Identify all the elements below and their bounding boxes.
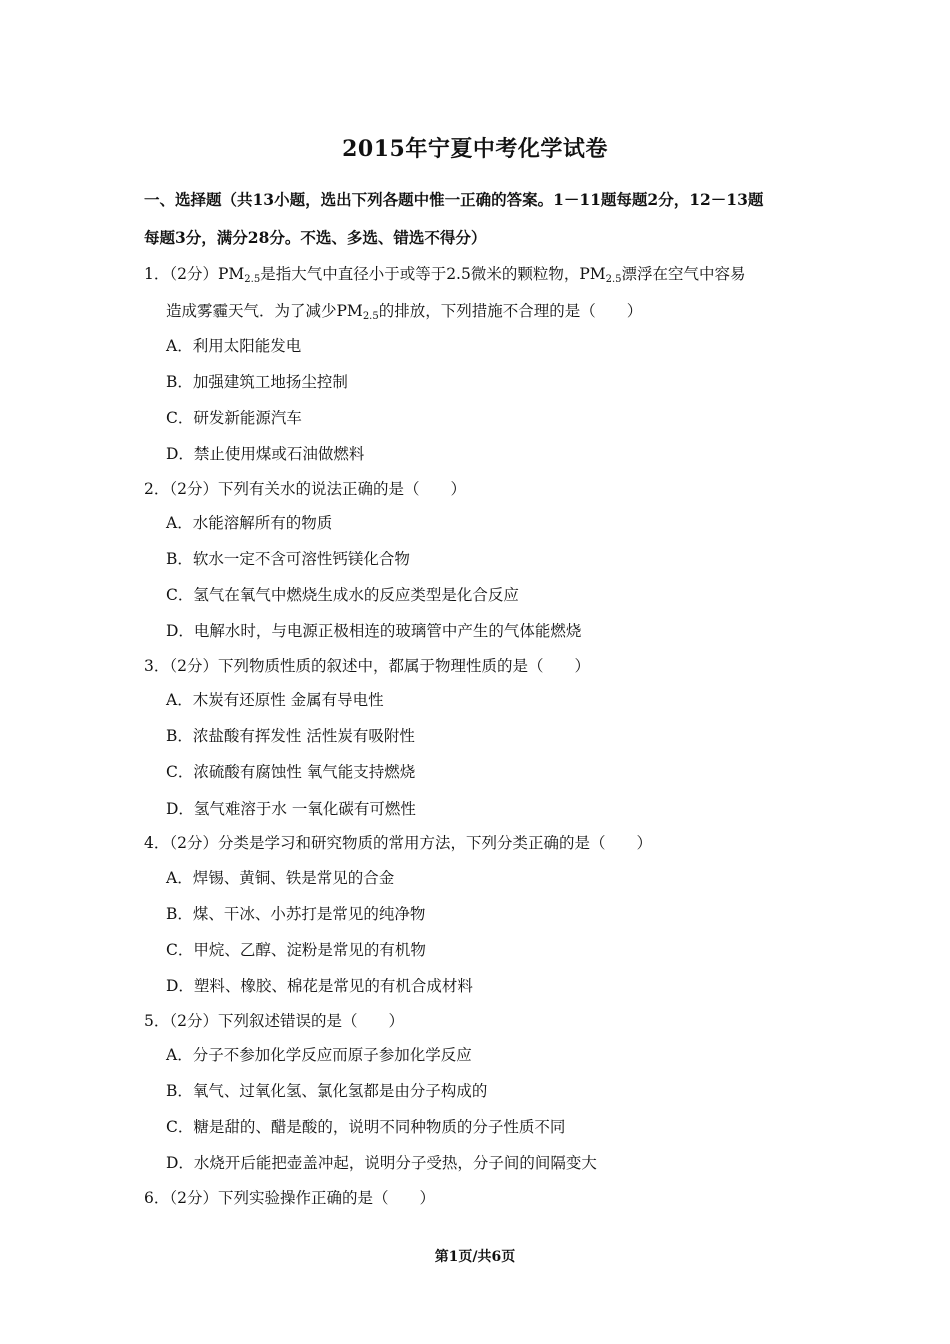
question-1-option-c: C．研发新能源汽车 — [166, 409, 302, 427]
question-3-stem: 3．（2分）下列物质性质的叙述中，都属于物理性质的是（ ） — [144, 657, 590, 675]
question-4-stem: 4．（2分）分类是学习和研究物质的常用方法，下列分类正确的是（ ） — [144, 834, 652, 852]
question-1-option-b: B．加强建筑工地扬尘控制 — [166, 373, 348, 391]
question-5-option-b: B．氧气、过氧化氢、氯化氢都是由分子构成的 — [166, 1082, 488, 1100]
question-3-option-a: A．木炭有还原性 金属有导电性 — [166, 691, 384, 709]
section-heading-line-1: 一、选择题（共13小题，选出下列各题中惟一正确的答案。1－11题每题2分，12－13题 — [144, 190, 764, 209]
pm-subscript: 2.5 — [605, 274, 622, 285]
q1-text-d: 造成雾霾天气．为了减少PM — [166, 302, 363, 320]
question-1-stem-line-2 — [166, 299, 642, 322]
page-number: 第1页/共6页 — [434, 1249, 516, 1265]
section-heading-line-2: 每题3分，满分28分。不选、多选、错选不得分） — [144, 228, 487, 247]
question-2-option-a: A．水能溶解所有的物质 — [166, 514, 333, 532]
question-5-option-c: C．糖是甜的、醋是酸的，说明不同种物质的分子性质不同 — [166, 1118, 566, 1136]
question-2-option-d: D．电解水时，与电源正极相连的玻璃管中产生的气体能燃烧 — [166, 622, 582, 640]
question-1-stem-line-1 — [144, 262, 746, 285]
question-6-stem: 6．（2分）下列实验操作正确的是（ ） — [144, 1189, 435, 1207]
q1-text-c: 漂浮在空气中容易 — [621, 265, 746, 283]
pm-subscript: 2.5 — [362, 311, 379, 322]
question-1-option-d: D．禁止使用煤或石油做燃料 — [166, 445, 365, 463]
q1-text-b: 是指大气中直径小于或等于2.5微米的颗粒物，PM — [260, 265, 606, 283]
question-2-option-c: C．氢气在氧气中燃烧生成水的反应类型是化合反应 — [166, 586, 519, 604]
question-4-option-d: D．塑料、橡胶、棉花是常见的有机合成材料 — [166, 977, 473, 995]
q1-text-e: 的排放，下列措施不合理的是（ ） — [378, 302, 643, 320]
question-4-option-b: B．煤、干冰、小苏打是常见的纯净物 — [166, 905, 426, 923]
q1-text-a: 1．（2分）PM — [144, 265, 245, 283]
question-4-option-c: C．甲烷、乙醇、淀粉是常见的有机物 — [166, 941, 426, 959]
question-2-option-b: B．软水一定不含可溶性钙镁化合物 — [166, 550, 410, 568]
question-5-option-d: D．水烧开后能把壶盖冲起，说明分子受热，分子间的间隔变大 — [166, 1154, 597, 1172]
question-4-option-a: A．焊锡、黄铜、铁是常见的合金 — [166, 869, 395, 887]
page-title: 2015年宁夏中考化学试卷 — [342, 136, 608, 162]
question-3-option-d: D．氢气难溶于水 一氧化碳有可燃性 — [166, 800, 416, 818]
question-5-stem: 5．（2分）下列叙述错误的是（ ） — [144, 1012, 404, 1030]
question-1-option-a: A．利用太阳能发电 — [166, 337, 302, 355]
pm-subscript: 2.5 — [244, 274, 261, 285]
question-3-option-c: C．浓硫酸有腐蚀性 氧气能支持燃烧 — [166, 763, 416, 781]
question-3-option-b: B．浓盐酸有挥发性 活性炭有吸附性 — [166, 727, 415, 745]
section-heading — [144, 181, 814, 257]
question-5-option-a: A．分子不参加化学反应而原子参加化学反应 — [166, 1046, 472, 1064]
question-2-stem: 2．（2分）下列有关水的说法正确的是（ ） — [144, 480, 466, 498]
